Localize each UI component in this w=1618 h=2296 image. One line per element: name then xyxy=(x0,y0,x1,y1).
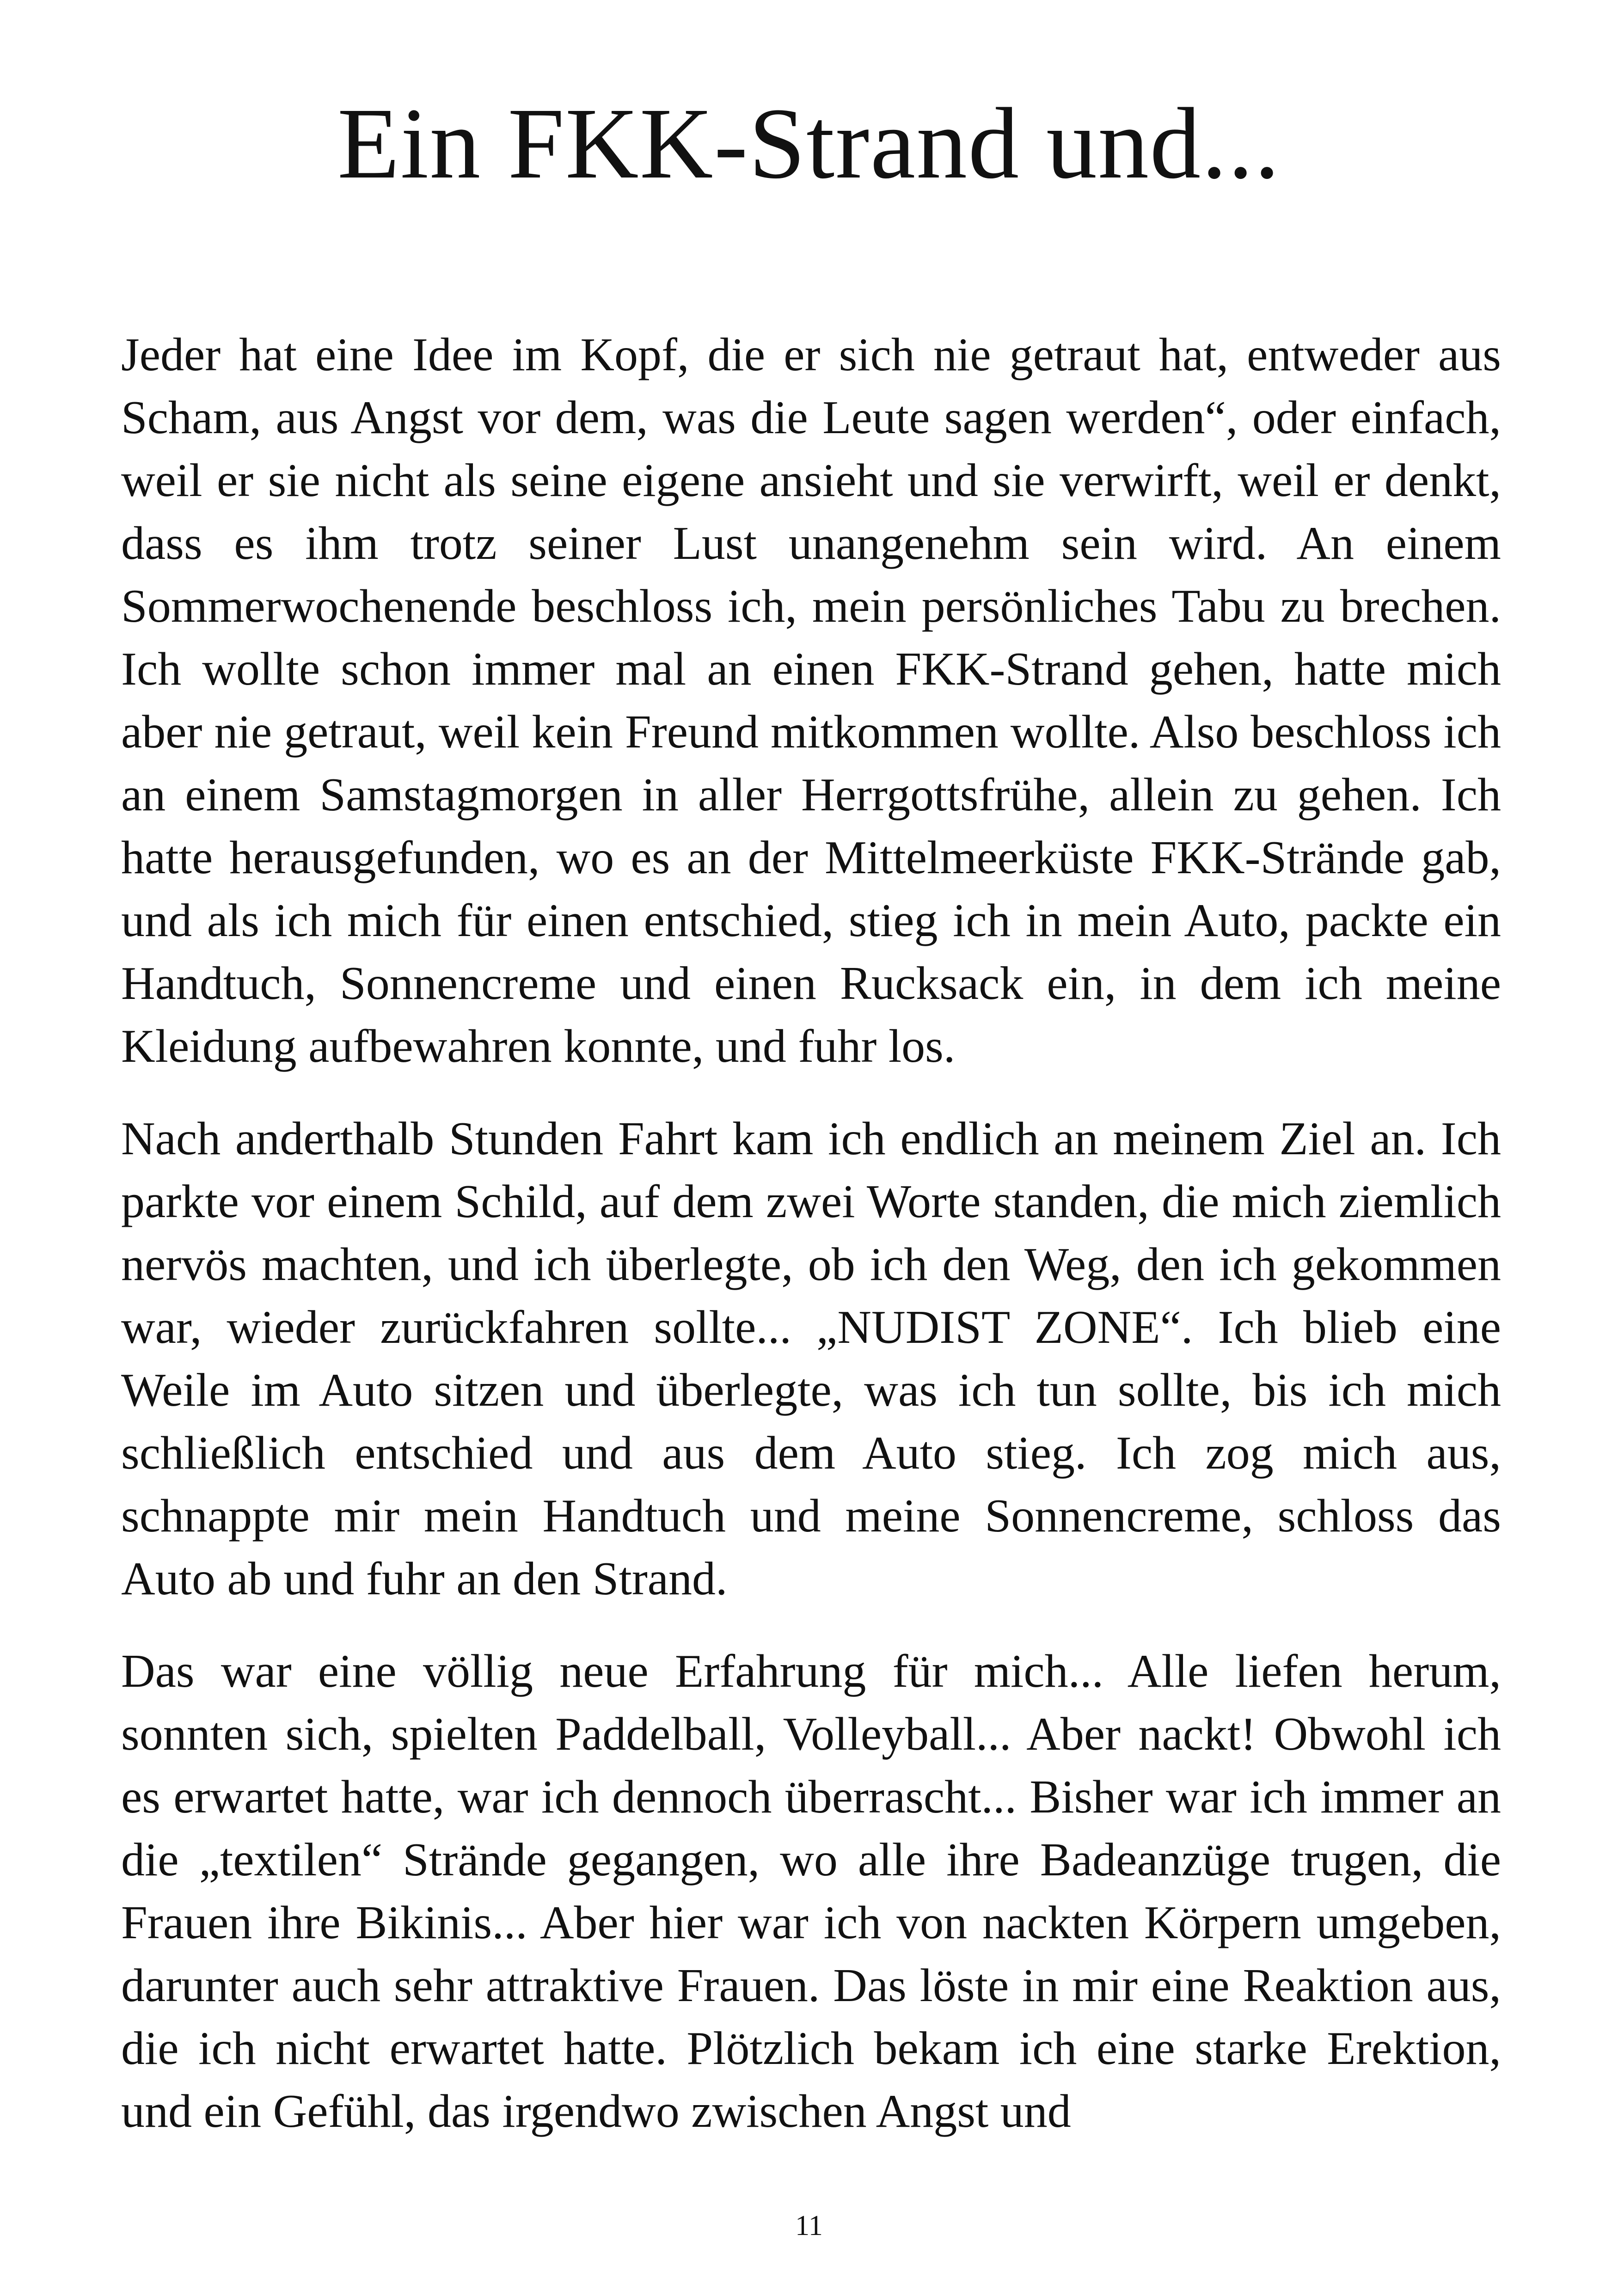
paragraph-2: Nach anderthalb Stunden Fahrt kam ich endlich an meinem Ziel an. Ich parkte vor einem Schild, auf dem zwei Worte standen, die mich ziemlich nervös machten, und ich überlegte, ob ich den Weg, den ich gekommen war, wieder zurückfahren sollte... „NUDIST ZONE“. Ich blieb eine Weile im Auto sitzen und überlegte, was ich tun sollte, bis ich mich schließlich entschied und aus dem Auto stieg. Ich zog mich aus, schnappte mir mein Handtuch und meine Sonnencreme, schloss das Auto ab und fuhr an den Strand. xyxy=(121,1113,1501,1605)
body-text xyxy=(121,324,1501,2173)
paragraph-3: Das war eine völlig neue Erfahrung für mich... Alle liefen herum, sonnten sich, spielten Paddelball, Volleyball... Aber nackt! Obwohl ich es erwartet hatte, war ich dennoch überrascht... Bisher war ich immer an die „textilen“ Strände gegangen, wo alle ihre Badeanzüge trugen, die Frauen ihre Bikinis... Aber hier war ich von nackten Körpern umgeben, darunter auch sehr attraktive Frauen. Das löste in mir eine Reaktion aus, die ich nicht erwartet hatte. Plötzlich bekam ich eine starke Erektion, und ein Gefühl, das irgendwo zwischen Angst und xyxy=(121,1645,1501,2137)
chapter-title: Ein FKK-Strand und... xyxy=(337,87,1281,200)
paragraph-1: Jeder hat eine Idee im Kopf, die er sich nie getraut hat, entweder aus Scham, aus Angst vor dem, was die Leute sagen werden“, oder einfach, weil er sie nicht als seine eigene ansieht und sie verwirft, weil er denkt, dass es ihm trotz seiner Lust unangenehm sein wird. An einem Sommerwochenende beschloss ich, mein persönliches Tabu zu brechen. Ich wollte schon immer mal an einen FKK-Strand gehen, hatte mich aber nie getraut, weil kein Freund mitkommen wollte. Also beschloss ich an einem Samstagmorgen in aller Herrgottsfrühe, allein zu gehen. Ich hatte herausgefunden, wo es an der Mittelmeerküste FKK-Strände gab, und als ich mich für einen entschied, stieg ich in mein Auto, packte ein Handtuch, Sonnencreme und einen Rucksack ein, in dem ich meine Kleidung aufbewahren konnte, und fuhr los. xyxy=(121,329,1501,1072)
page-number: 11 xyxy=(795,2210,823,2241)
